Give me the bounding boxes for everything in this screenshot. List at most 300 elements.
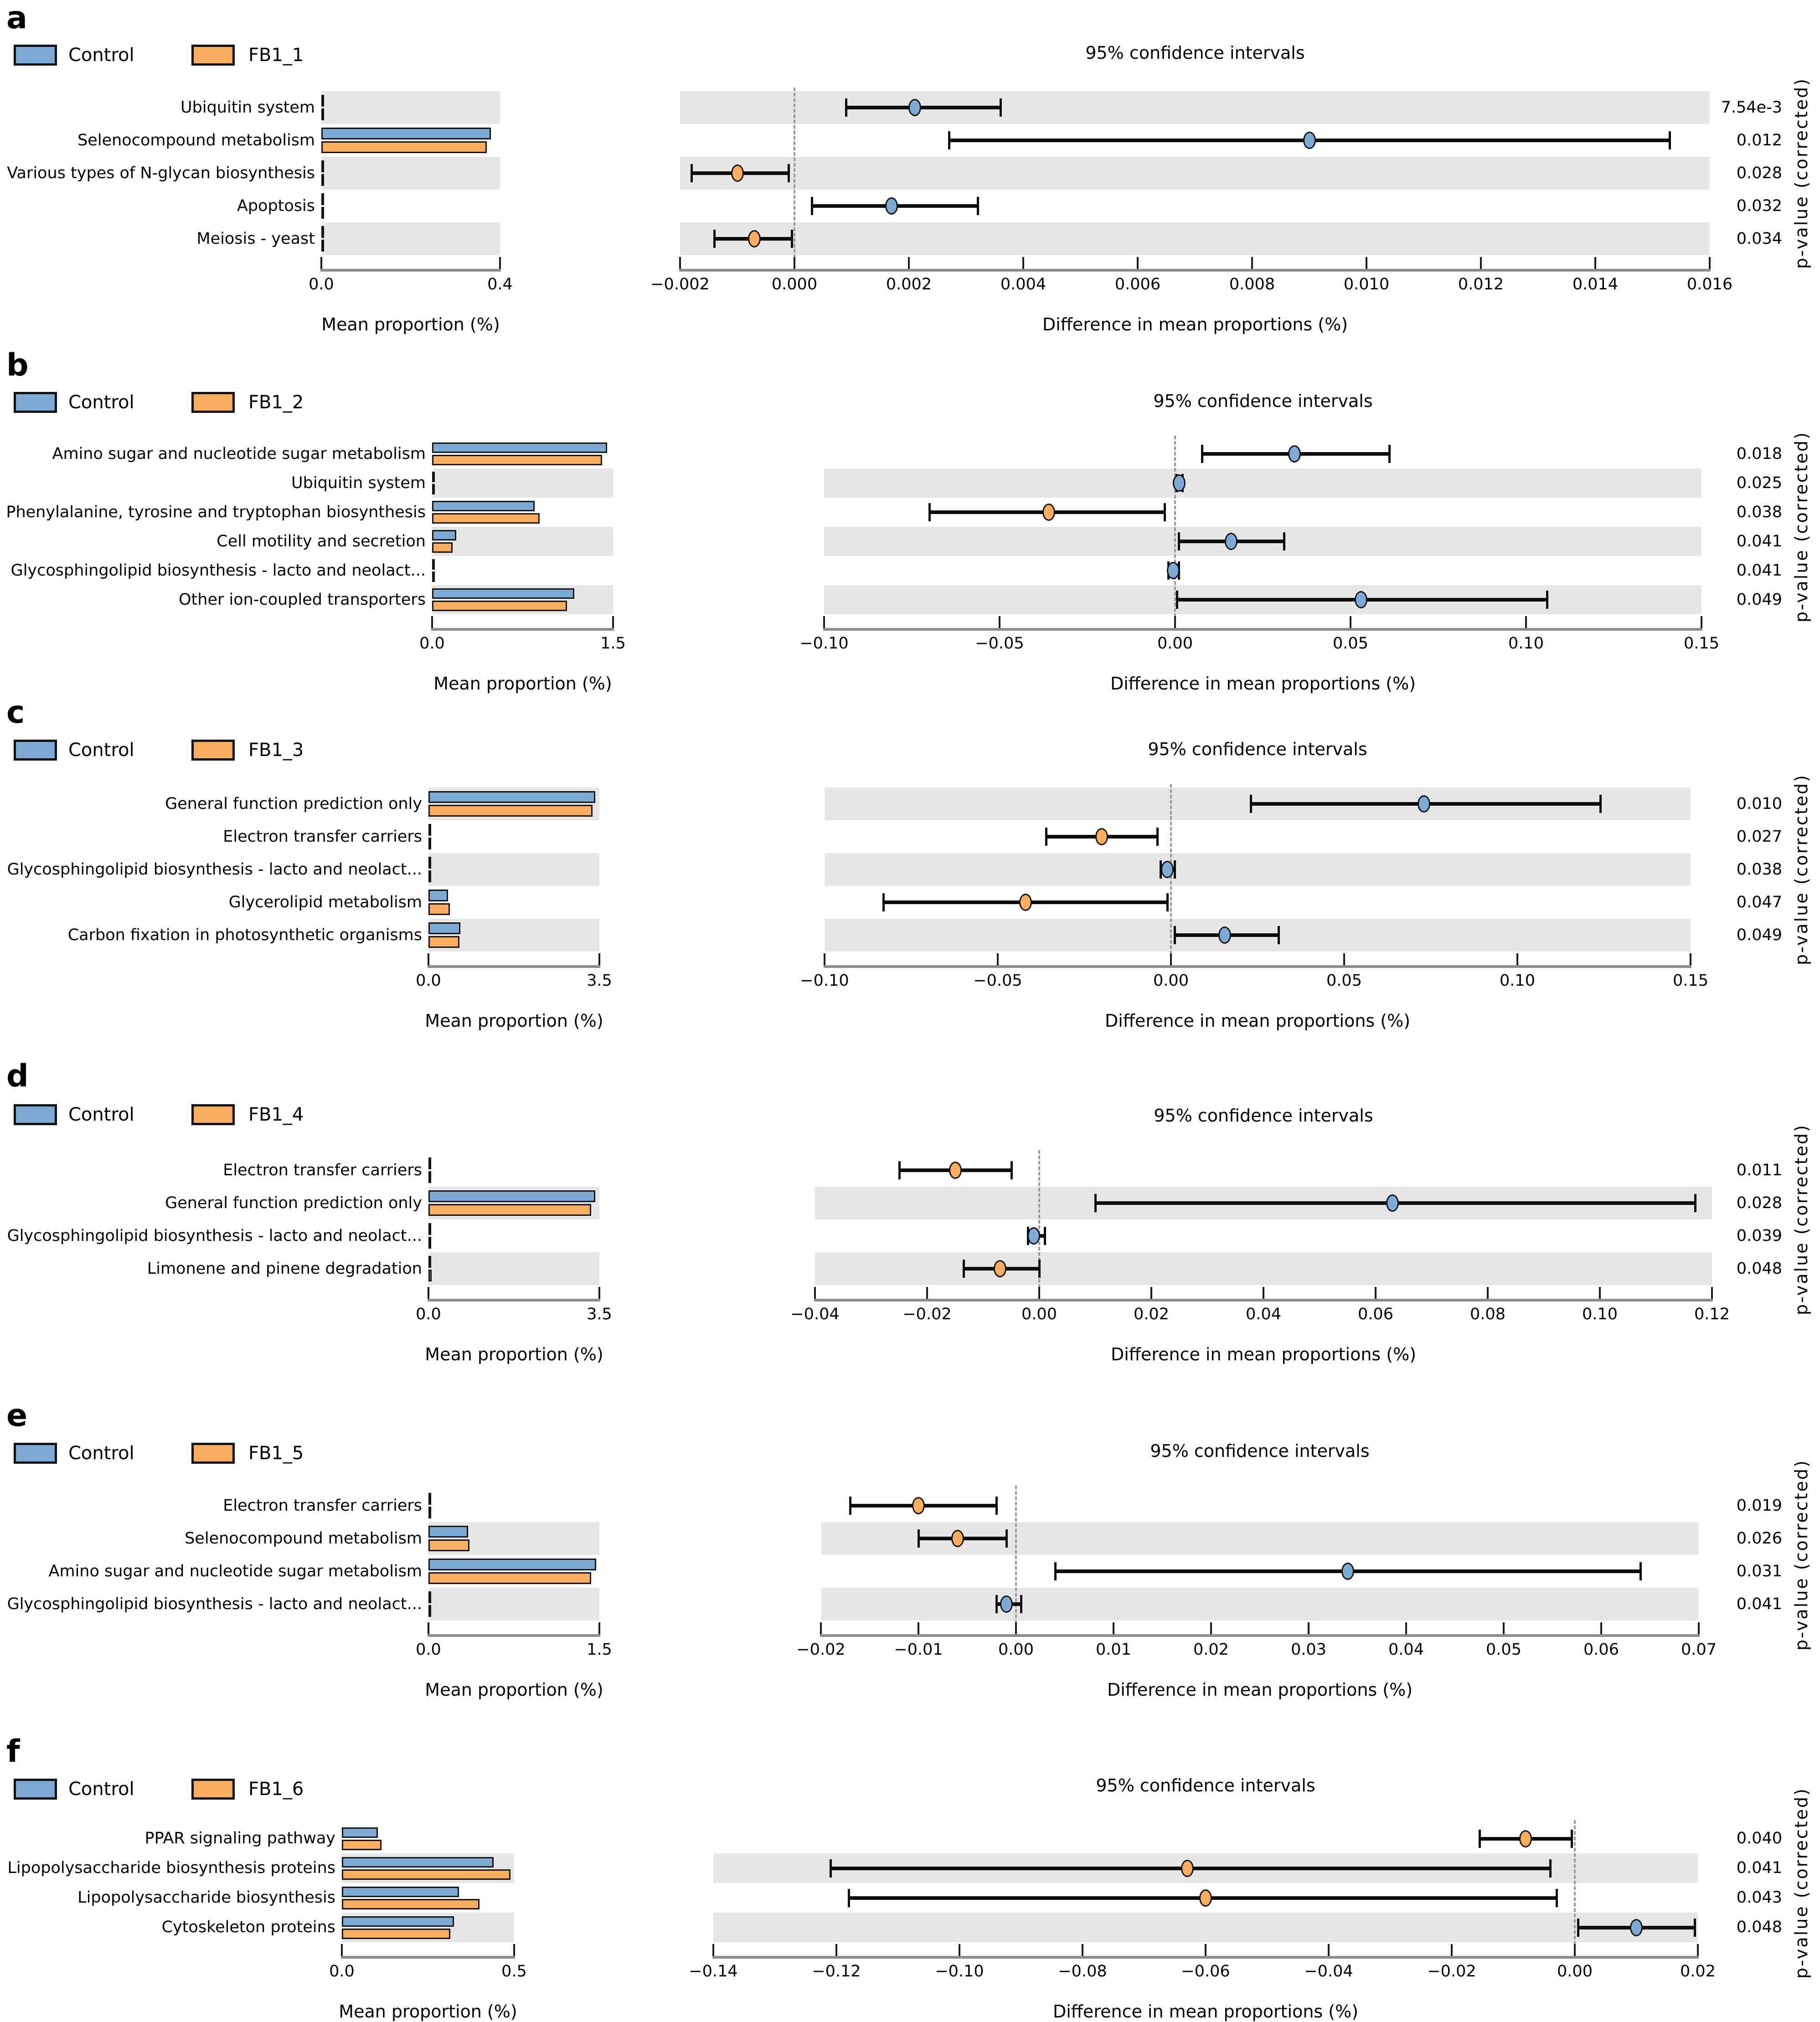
p-value: 0.027 <box>1736 828 1782 846</box>
axis-tick-label: 3.5 <box>587 1305 612 1323</box>
bar-control <box>321 160 324 172</box>
axis-tick <box>1600 1622 1602 1634</box>
bar-control <box>428 1223 431 1235</box>
axis-tick <box>820 1622 822 1634</box>
legend-swatch-control-icon <box>14 740 57 761</box>
axis-tick <box>1405 1622 1407 1634</box>
ci-cap-right <box>1546 591 1548 609</box>
axis-tick <box>1375 1287 1377 1299</box>
bar-treatment <box>428 1605 431 1617</box>
ci-dot <box>1042 504 1055 521</box>
legend-swatch-control-icon <box>14 45 57 66</box>
p-value: 0.039 <box>1736 1227 1782 1245</box>
bar-axis-line <box>431 628 614 631</box>
ci-dot <box>1181 1860 1194 1877</box>
category-label: PPAR signaling pathway <box>144 1829 335 1847</box>
ci-cap-left <box>963 1260 965 1278</box>
axis-tick-label: 0.004 <box>1000 275 1047 293</box>
ci-cap-right <box>1000 98 1002 117</box>
row-band <box>432 527 613 556</box>
axis-tick-label: 0.008 <box>1229 275 1275 293</box>
p-value: 0.041 <box>1736 1595 1782 1613</box>
category-label: Various types of N-glycan biosynthesis <box>7 164 315 182</box>
bar-control <box>428 857 431 869</box>
row-band <box>428 853 599 886</box>
diff-axis-title: Difference in mean proportions (%) <box>1110 1344 1417 1364</box>
axis-tick <box>1366 257 1367 269</box>
ci-cap-right <box>791 230 793 248</box>
panel-letter: d <box>6 1058 29 1094</box>
legend-label-treatment: FB1_6 <box>248 1779 304 1800</box>
legend-swatch-control-icon <box>14 1104 57 1125</box>
ci-plot-title: 95% confidence intervals <box>1150 1441 1370 1461</box>
axis-tick-label: −0.04 <box>790 1305 840 1323</box>
ci-dot <box>1218 926 1231 944</box>
axis-tick <box>1599 1287 1601 1299</box>
axis-tick <box>431 616 433 628</box>
p-value: 0.038 <box>1736 503 1782 521</box>
legend-swatch-control-icon <box>14 1443 57 1464</box>
bar-axis-line <box>428 1299 600 1302</box>
ci-cap-left <box>1176 591 1178 609</box>
legend-label-treatment: FB1_1 <box>248 45 304 66</box>
category-label: Apoptosis <box>237 197 315 215</box>
row-band <box>713 1913 1698 1942</box>
legend-swatch-treatment-icon <box>191 740 235 761</box>
legend-label-treatment: FB1_2 <box>248 392 304 413</box>
axis-tick-label: −0.10 <box>935 1962 984 1981</box>
p-value: 0.012 <box>1736 131 1782 149</box>
category-label: Glycosphingolipid biosynthesis - lacto and neolact... <box>7 1227 422 1245</box>
bar-treatment <box>342 1840 382 1850</box>
axis-tick <box>1251 257 1253 269</box>
axis-tick <box>513 1944 515 1956</box>
axis-tick <box>835 1944 837 1956</box>
zero-reference-line <box>1015 1486 1017 1634</box>
pvalue-axis-title: p-value (corrected) <box>1791 774 1811 965</box>
axis-tick-label: −0.05 <box>975 634 1024 653</box>
axis-tick-label: 0.01 <box>1096 1641 1131 1659</box>
bar-treatment <box>428 1204 591 1216</box>
category-label: Ubiquitin system <box>180 98 315 117</box>
bar-control <box>321 128 491 139</box>
axis-tick <box>1711 1287 1713 1299</box>
bar-treatment <box>432 455 602 465</box>
axis-tick <box>1697 1944 1699 1956</box>
bar-treatment <box>428 1507 431 1518</box>
axis-tick <box>926 1287 928 1299</box>
bar-treatment <box>428 1572 591 1584</box>
axis-tick-label: 0.02 <box>1680 1962 1716 1981</box>
p-value: 0.048 <box>1736 1918 1782 1936</box>
row-band <box>825 853 1691 886</box>
bar-control <box>432 472 435 482</box>
panel-letter: f <box>6 1734 20 1770</box>
ci-dot <box>1225 533 1237 550</box>
bar-control <box>342 1916 454 1927</box>
ci-cap-left <box>1045 828 1047 846</box>
axis-tick-label: 0.012 <box>1458 275 1504 293</box>
category-label: Limonene and pinene degradation <box>147 1260 422 1278</box>
ci-cap-right <box>1283 532 1285 551</box>
axis-tick-label: 0.0 <box>416 1641 441 1659</box>
panel-letter: b <box>6 347 29 383</box>
axis-tick <box>999 616 1000 628</box>
axis-tick <box>1350 616 1351 628</box>
bar-treatment <box>342 1869 510 1880</box>
diff-axis-title: Difference in mean proportions (%) <box>1107 1680 1413 1700</box>
ci-dot <box>912 1497 925 1514</box>
axis-tick-label: 0.15 <box>1673 972 1708 990</box>
ci-dot <box>908 99 921 116</box>
bar-treatment <box>428 805 593 817</box>
ci-cap-left <box>882 893 885 911</box>
ci-cap-left <box>830 1859 832 1878</box>
axis-tick <box>598 1287 600 1299</box>
category-label: Cell motility and secretion <box>217 532 426 551</box>
row-band <box>321 157 500 190</box>
bar-control <box>432 588 574 599</box>
legend-swatch-treatment-icon <box>191 392 235 413</box>
bar-treatment <box>428 1270 432 1281</box>
bar-control <box>428 1591 431 1603</box>
bar-control <box>428 1559 596 1570</box>
ci-dot <box>1519 1830 1532 1847</box>
p-value: 7.54e-3 <box>1721 98 1782 117</box>
ci-dot <box>1418 795 1430 813</box>
p-value: 0.038 <box>1736 860 1782 879</box>
axis-tick <box>1015 1622 1017 1634</box>
axis-tick-label: 0.02 <box>1134 1305 1169 1323</box>
axis-tick <box>612 616 614 628</box>
axis-tick <box>1480 257 1482 269</box>
zero-reference-line <box>794 87 795 269</box>
axis-tick <box>1113 1622 1114 1634</box>
axis-tick <box>1038 1287 1040 1299</box>
bar-control <box>428 1190 595 1202</box>
ci-cap-left <box>1178 532 1180 551</box>
axis-tick-label: 0.0 <box>416 1305 441 1323</box>
axis-tick-label: 0.08 <box>1470 1305 1505 1323</box>
bar-axis-line <box>428 965 600 968</box>
axis-tick-label: 0.00 <box>1557 1962 1593 1981</box>
axis-tick <box>1170 953 1172 965</box>
axis-tick <box>814 1287 816 1299</box>
bar-treatment <box>432 484 435 494</box>
axis-tick-label: 0.4 <box>487 275 513 293</box>
axis-tick-label: 0.002 <box>886 275 932 293</box>
axis-tick <box>679 257 681 269</box>
ci-dot <box>1027 1227 1040 1245</box>
axis-tick-label: 1.5 <box>600 634 626 653</box>
category-label: Ubiquitin system <box>291 474 426 492</box>
ci-cap-right <box>1038 1260 1041 1278</box>
category-label: Lipopolysaccharide biosynthesis <box>77 1888 335 1907</box>
axis-tick <box>428 1622 429 1634</box>
axis-tick-label: 0.04 <box>1388 1641 1424 1659</box>
ci-plot-title: 95% confidence intervals <box>1085 43 1305 63</box>
axis-tick-label: −0.02 <box>796 1641 846 1659</box>
ci-cap-right <box>977 197 979 215</box>
category-label: General function prediction only <box>165 1194 422 1212</box>
ci-cap-left <box>1054 1562 1057 1580</box>
axis-tick <box>1709 257 1711 269</box>
bar-axis-line <box>320 269 501 272</box>
ci-cap-left <box>848 1889 850 1907</box>
p-value: 0.047 <box>1736 893 1782 911</box>
axis-tick-label: 0.02 <box>1193 1641 1229 1659</box>
ci-dot <box>1000 1595 1013 1613</box>
axis-tick-label: 0.000 <box>771 275 818 293</box>
p-value: 0.041 <box>1736 532 1782 551</box>
legend-label-control: Control <box>68 1443 134 1464</box>
ci-dot <box>994 1260 1006 1277</box>
category-label: Glycosphingolipid biosynthesis - lacto and neolact... <box>7 860 422 879</box>
category-label: Electron transfer carriers <box>223 1497 422 1515</box>
axis-tick <box>1594 257 1596 269</box>
diff-axis-title: Difference in mean proportions (%) <box>1042 314 1348 334</box>
bar-control <box>321 193 324 205</box>
category-label: Glycerolipid metabolism <box>228 893 422 911</box>
ci-cap-right <box>1011 1161 1013 1179</box>
ci-cap-right <box>1164 503 1166 521</box>
bar-treatment <box>428 1237 431 1249</box>
bar-treatment <box>342 1929 450 1939</box>
bar-axis-line <box>428 1634 600 1637</box>
ci-dot <box>951 1530 964 1547</box>
p-value: 0.010 <box>1736 795 1782 813</box>
axis-tick <box>1205 1944 1206 1956</box>
bar-treatment <box>432 542 453 553</box>
p-value: 0.032 <box>1736 197 1782 215</box>
bar-treatment <box>432 571 435 582</box>
ci-cap-right <box>1166 893 1169 911</box>
ci-cap-right <box>995 1497 998 1515</box>
bar-treatment <box>428 1539 469 1551</box>
p-value: 0.041 <box>1736 1859 1782 1877</box>
axis-tick <box>1487 1287 1489 1299</box>
bar-axis-title: Mean proportion (%) <box>425 1344 603 1364</box>
legend-label-control: Control <box>68 1104 134 1125</box>
category-label: General function prediction only <box>165 795 422 813</box>
legend-label-treatment: FB1_3 <box>248 740 304 761</box>
diff-axis-line <box>823 628 1702 631</box>
axis-tick-label: 0.03 <box>1291 1641 1326 1659</box>
p-value: 0.043 <box>1736 1888 1782 1907</box>
axis-tick <box>1701 616 1702 628</box>
ci-dot <box>1288 445 1301 463</box>
ci-cap-left <box>713 230 716 248</box>
category-label: Phenylalanine, tyrosine and tryptophan biosynthesis <box>6 503 426 521</box>
ci-dot <box>1199 1889 1212 1907</box>
row-band <box>321 91 500 124</box>
axis-tick <box>794 257 795 269</box>
bar-control <box>342 1887 459 1897</box>
axis-tick <box>598 1622 600 1634</box>
legend-swatch-treatment-icon <box>191 1779 235 1800</box>
bar-treatment <box>432 513 540 524</box>
diff-axis-line <box>814 1299 1713 1302</box>
axis-tick-label: 0.006 <box>1114 275 1161 293</box>
legend-swatch-control-icon <box>14 392 57 413</box>
ci-dot <box>1173 474 1186 492</box>
category-label: Glycosphingolipid biosynthesis - lacto and neolact... <box>10 561 426 580</box>
legend-swatch-treatment-icon <box>191 1443 235 1464</box>
diff-axis-line <box>824 965 1691 968</box>
axis-tick <box>824 953 825 965</box>
bar-control <box>321 226 324 238</box>
row-band <box>815 1252 1712 1285</box>
ci-cap-left <box>995 1595 998 1613</box>
ci-dot <box>1161 861 1174 878</box>
ci-cap-right <box>1156 828 1159 846</box>
ci-cap-left <box>1577 1919 1579 1937</box>
bar-axis-line <box>341 1956 515 1959</box>
axis-tick <box>1525 616 1527 628</box>
category-label: Carbon fixation in photosynthetic organisms <box>67 926 422 944</box>
bar-control <box>342 1857 494 1868</box>
bar-treatment <box>432 601 567 611</box>
pvalue-axis-title: p-value (corrected) <box>1791 1124 1811 1315</box>
axis-tick <box>1210 1622 1212 1634</box>
bar-treatment <box>428 936 459 948</box>
ci-cap-right <box>1174 860 1176 879</box>
ci-cap-left <box>1094 1194 1097 1212</box>
pvalue-axis-title: p-value (corrected) <box>1791 1459 1811 1651</box>
panel-letter: c <box>6 695 25 731</box>
ci-cap-left <box>1479 1830 1481 1848</box>
ci-dot <box>1095 828 1108 845</box>
axis-tick <box>1690 953 1691 965</box>
p-value: 0.018 <box>1736 445 1782 463</box>
ci-dot <box>1386 1194 1399 1212</box>
axis-tick <box>712 1944 714 1956</box>
axis-tick <box>959 1944 960 1956</box>
axis-tick <box>1308 1622 1310 1634</box>
ci-dot <box>748 230 761 247</box>
axis-tick <box>1343 953 1345 965</box>
p-value: 0.019 <box>1736 1497 1782 1515</box>
axis-tick <box>823 616 825 628</box>
ci-cap-left <box>918 1529 920 1548</box>
bar-control <box>428 922 460 934</box>
row-band <box>824 468 1701 498</box>
bar-control <box>428 1493 431 1505</box>
axis-tick <box>908 257 910 269</box>
axis-tick-label: −0.10 <box>800 972 849 990</box>
axis-tick <box>1574 1944 1576 1956</box>
axis-tick-label: −0.002 <box>650 275 710 293</box>
diff-axis-line <box>712 1956 1699 1959</box>
bar-control <box>428 824 431 836</box>
bar-treatment <box>321 240 324 252</box>
category-label: Amino sugar and nucleotide sugar metabolism <box>52 445 426 463</box>
category-label: Cytoskeleton proteins <box>161 1918 335 1936</box>
axis-tick-label: 0.05 <box>1333 634 1368 653</box>
axis-tick-label: 0.05 <box>1326 972 1362 990</box>
diff-axis-line <box>820 1634 1700 1637</box>
zero-reference-line <box>1574 1820 1576 1956</box>
diff-axis-line <box>679 269 1711 272</box>
ci-cap-right <box>1005 1529 1008 1548</box>
axis-tick-label: 0.07 <box>1681 1641 1717 1659</box>
ci-cap-left <box>1174 926 1176 944</box>
ci-cap-left <box>845 98 847 117</box>
legend-label-control: Control <box>68 740 134 761</box>
bar-axis-title: Mean proportion (%) <box>321 314 500 334</box>
bar-control <box>428 1526 468 1538</box>
axis-tick <box>1451 1944 1453 1956</box>
bar-treatment <box>428 838 431 849</box>
axis-tick-label: 0.06 <box>1358 1305 1393 1323</box>
p-value: 0.041 <box>1736 561 1782 580</box>
ci-cap-right <box>788 164 790 182</box>
axis-tick <box>499 257 501 269</box>
ci-cap-right <box>1044 1227 1046 1245</box>
ci-cap-left <box>1201 445 1203 463</box>
ci-plot-title: 95% confidence intervals <box>1096 1775 1315 1796</box>
bar-control <box>428 890 448 901</box>
axis-tick-label: −0.05 <box>973 972 1022 990</box>
bar-axis-title: Mean proportion (%) <box>425 1011 603 1031</box>
bar-control <box>321 95 324 107</box>
bar-treatment <box>321 207 324 219</box>
axis-tick <box>1082 1944 1083 1956</box>
p-value: 0.028 <box>1736 164 1782 182</box>
axis-tick-label: −0.12 <box>812 1962 861 1981</box>
axis-tick <box>428 953 429 965</box>
row-band <box>428 1252 599 1285</box>
axis-tick <box>918 1622 919 1634</box>
p-value: 0.049 <box>1736 591 1782 609</box>
bar-treatment <box>428 1171 431 1183</box>
legend-swatch-treatment-icon <box>191 1104 235 1125</box>
p-value: 0.049 <box>1736 926 1782 944</box>
axis-tick-label: 0.06 <box>1583 1641 1619 1659</box>
category-label: Lipopolysaccharide biosynthesis proteins <box>7 1859 335 1877</box>
axis-tick-label: 0.0 <box>416 972 441 990</box>
bar-control <box>432 559 435 570</box>
legend-label-control: Control <box>68 45 134 66</box>
ci-cap-right <box>1571 1830 1573 1848</box>
axis-tick-label: 0.10 <box>1508 634 1544 653</box>
axis-tick-label: 0.0 <box>419 634 445 653</box>
p-value: 0.011 <box>1736 1161 1782 1179</box>
ci-cap-right <box>1549 1859 1552 1878</box>
ci-dot <box>885 197 898 215</box>
ci-line <box>846 106 1000 109</box>
axis-tick-label: 0.00 <box>998 1641 1034 1659</box>
axis-tick <box>1698 1622 1700 1634</box>
bar-treatment <box>321 108 324 120</box>
legend-label-control: Control <box>68 1779 134 1800</box>
axis-tick-label: 3.5 <box>587 972 612 990</box>
ci-cap-left <box>1250 795 1252 813</box>
axis-tick-label: −0.06 <box>1181 1962 1230 1981</box>
axis-tick-label: 0.00 <box>1153 972 1189 990</box>
bar-treatment <box>321 141 487 153</box>
legend-label-treatment: FB1_4 <box>248 1104 304 1125</box>
axis-tick-label: 0.00 <box>1157 634 1193 653</box>
ci-cap-right <box>1278 926 1280 944</box>
axis-tick <box>428 1287 429 1299</box>
bar-control <box>342 1827 378 1838</box>
bar-axis-title: Mean proportion (%) <box>339 2001 517 2022</box>
axis-tick <box>598 953 600 965</box>
legend-swatch-treatment-icon <box>191 45 235 66</box>
category-label: Electron transfer carriers <box>223 1161 422 1179</box>
ci-dot <box>731 165 744 182</box>
